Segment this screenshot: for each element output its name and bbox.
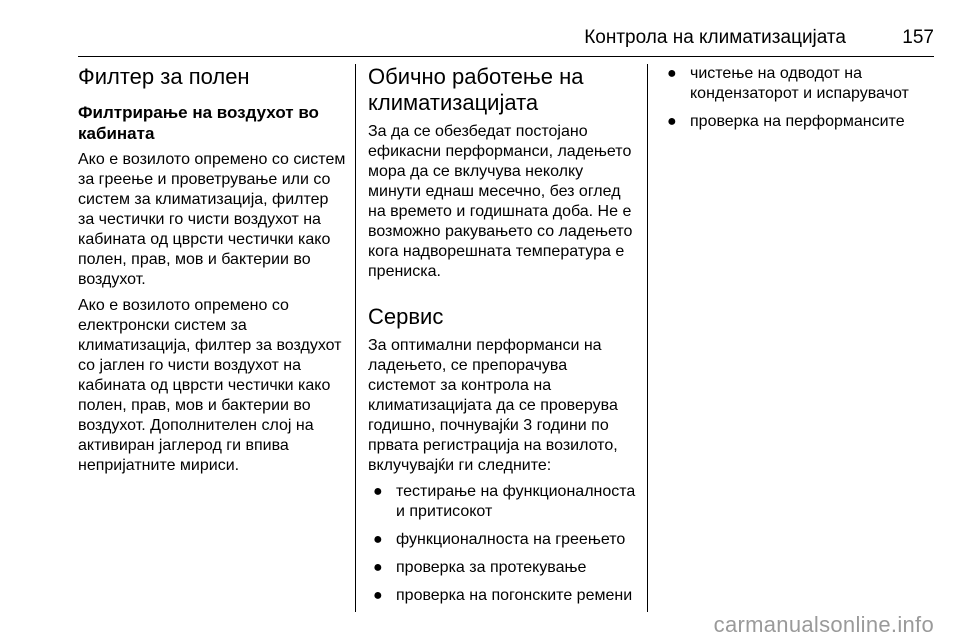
bullet-icon: ●: [373, 559, 383, 576]
list-item: [368, 530, 638, 550]
section-heading-pollen-filter: Филтер за полен: [78, 64, 250, 89]
list-item-text: чистење на одводот на кондензаторот и испарувачот: [690, 65, 909, 102]
bullet-icon: ●: [667, 113, 677, 130]
bullet-icon: ●: [667, 65, 677, 82]
list-item: [662, 112, 942, 132]
column-divider-right: [647, 64, 648, 612]
list-item-text: тестирање на функционалноста и притисокот: [396, 483, 636, 520]
paragraph-normal-operation: За да се обезбедат постојано ефикасни перформанси, ладењето мора да се вклучува неколку минути еднаш месечно, без оглед на времето и годишната доба. Не е возможно ракувањето со ладењето кога надворешната температура е прениска.: [368, 123, 633, 280]
bullet-icon: ●: [373, 483, 383, 500]
column-left: [78, 64, 346, 476]
section-heading-service: Сервис: [368, 304, 444, 329]
list-item: [368, 586, 638, 606]
subheading-cabin-air-filtration: Филтрирање на воздухот во кабината: [78, 103, 319, 143]
service-checklist-continued: [662, 64, 942, 132]
paragraph-service: За оптимални перформанси на ладењето, се препорачува системот за контрола на климатизацијата да се проверува годишно, почнувајќи 3 години по првата регистрација на возилото, вклучувајќи ги следните:: [368, 337, 618, 474]
paragraph-charcoal-filter: Ако е возилото опремено со електронски систем за климатизација, филтер за воздухот со јаглен го чисти воздухот на кабината од цврсти честички како полен, прав, мов и бактерии во воздухот. Дополнителен слој на активиран јаглерод ги впива непријатните мириси.: [78, 297, 342, 474]
page-header: [78, 0, 934, 57]
list-item-text: проверка на перформансите: [690, 113, 905, 130]
service-checklist: [368, 482, 638, 606]
list-item: [368, 558, 638, 578]
list-item: [368, 482, 638, 522]
bullet-icon: ●: [373, 531, 383, 548]
list-item: [662, 64, 942, 104]
paragraph-particle-filter: Ако е возилото опремено со систем за греење и проветрување или со систем за климатизација, филтер за честички го чисти воздухот на кабината од цврсти честички како полен, прав, мов и бактерии во воздухот.: [78, 151, 346, 288]
column-divider-left: [355, 64, 356, 612]
column-middle: [368, 64, 638, 614]
list-item-text: проверка на погонските ремени: [396, 587, 633, 604]
page-number: 157: [902, 27, 934, 48]
watermark: carmanualsonline.info: [713, 612, 934, 637]
list-item-text: функционалноста на греењето: [396, 531, 626, 548]
column-right: [662, 64, 942, 140]
bullet-icon: ●: [373, 587, 383, 604]
list-item-text: проверка за протекување: [396, 559, 587, 576]
header-title: Контрола на климатизацијата: [584, 27, 846, 48]
section-heading-normal-operation: Обично работење на климатизацијата: [368, 64, 584, 115]
